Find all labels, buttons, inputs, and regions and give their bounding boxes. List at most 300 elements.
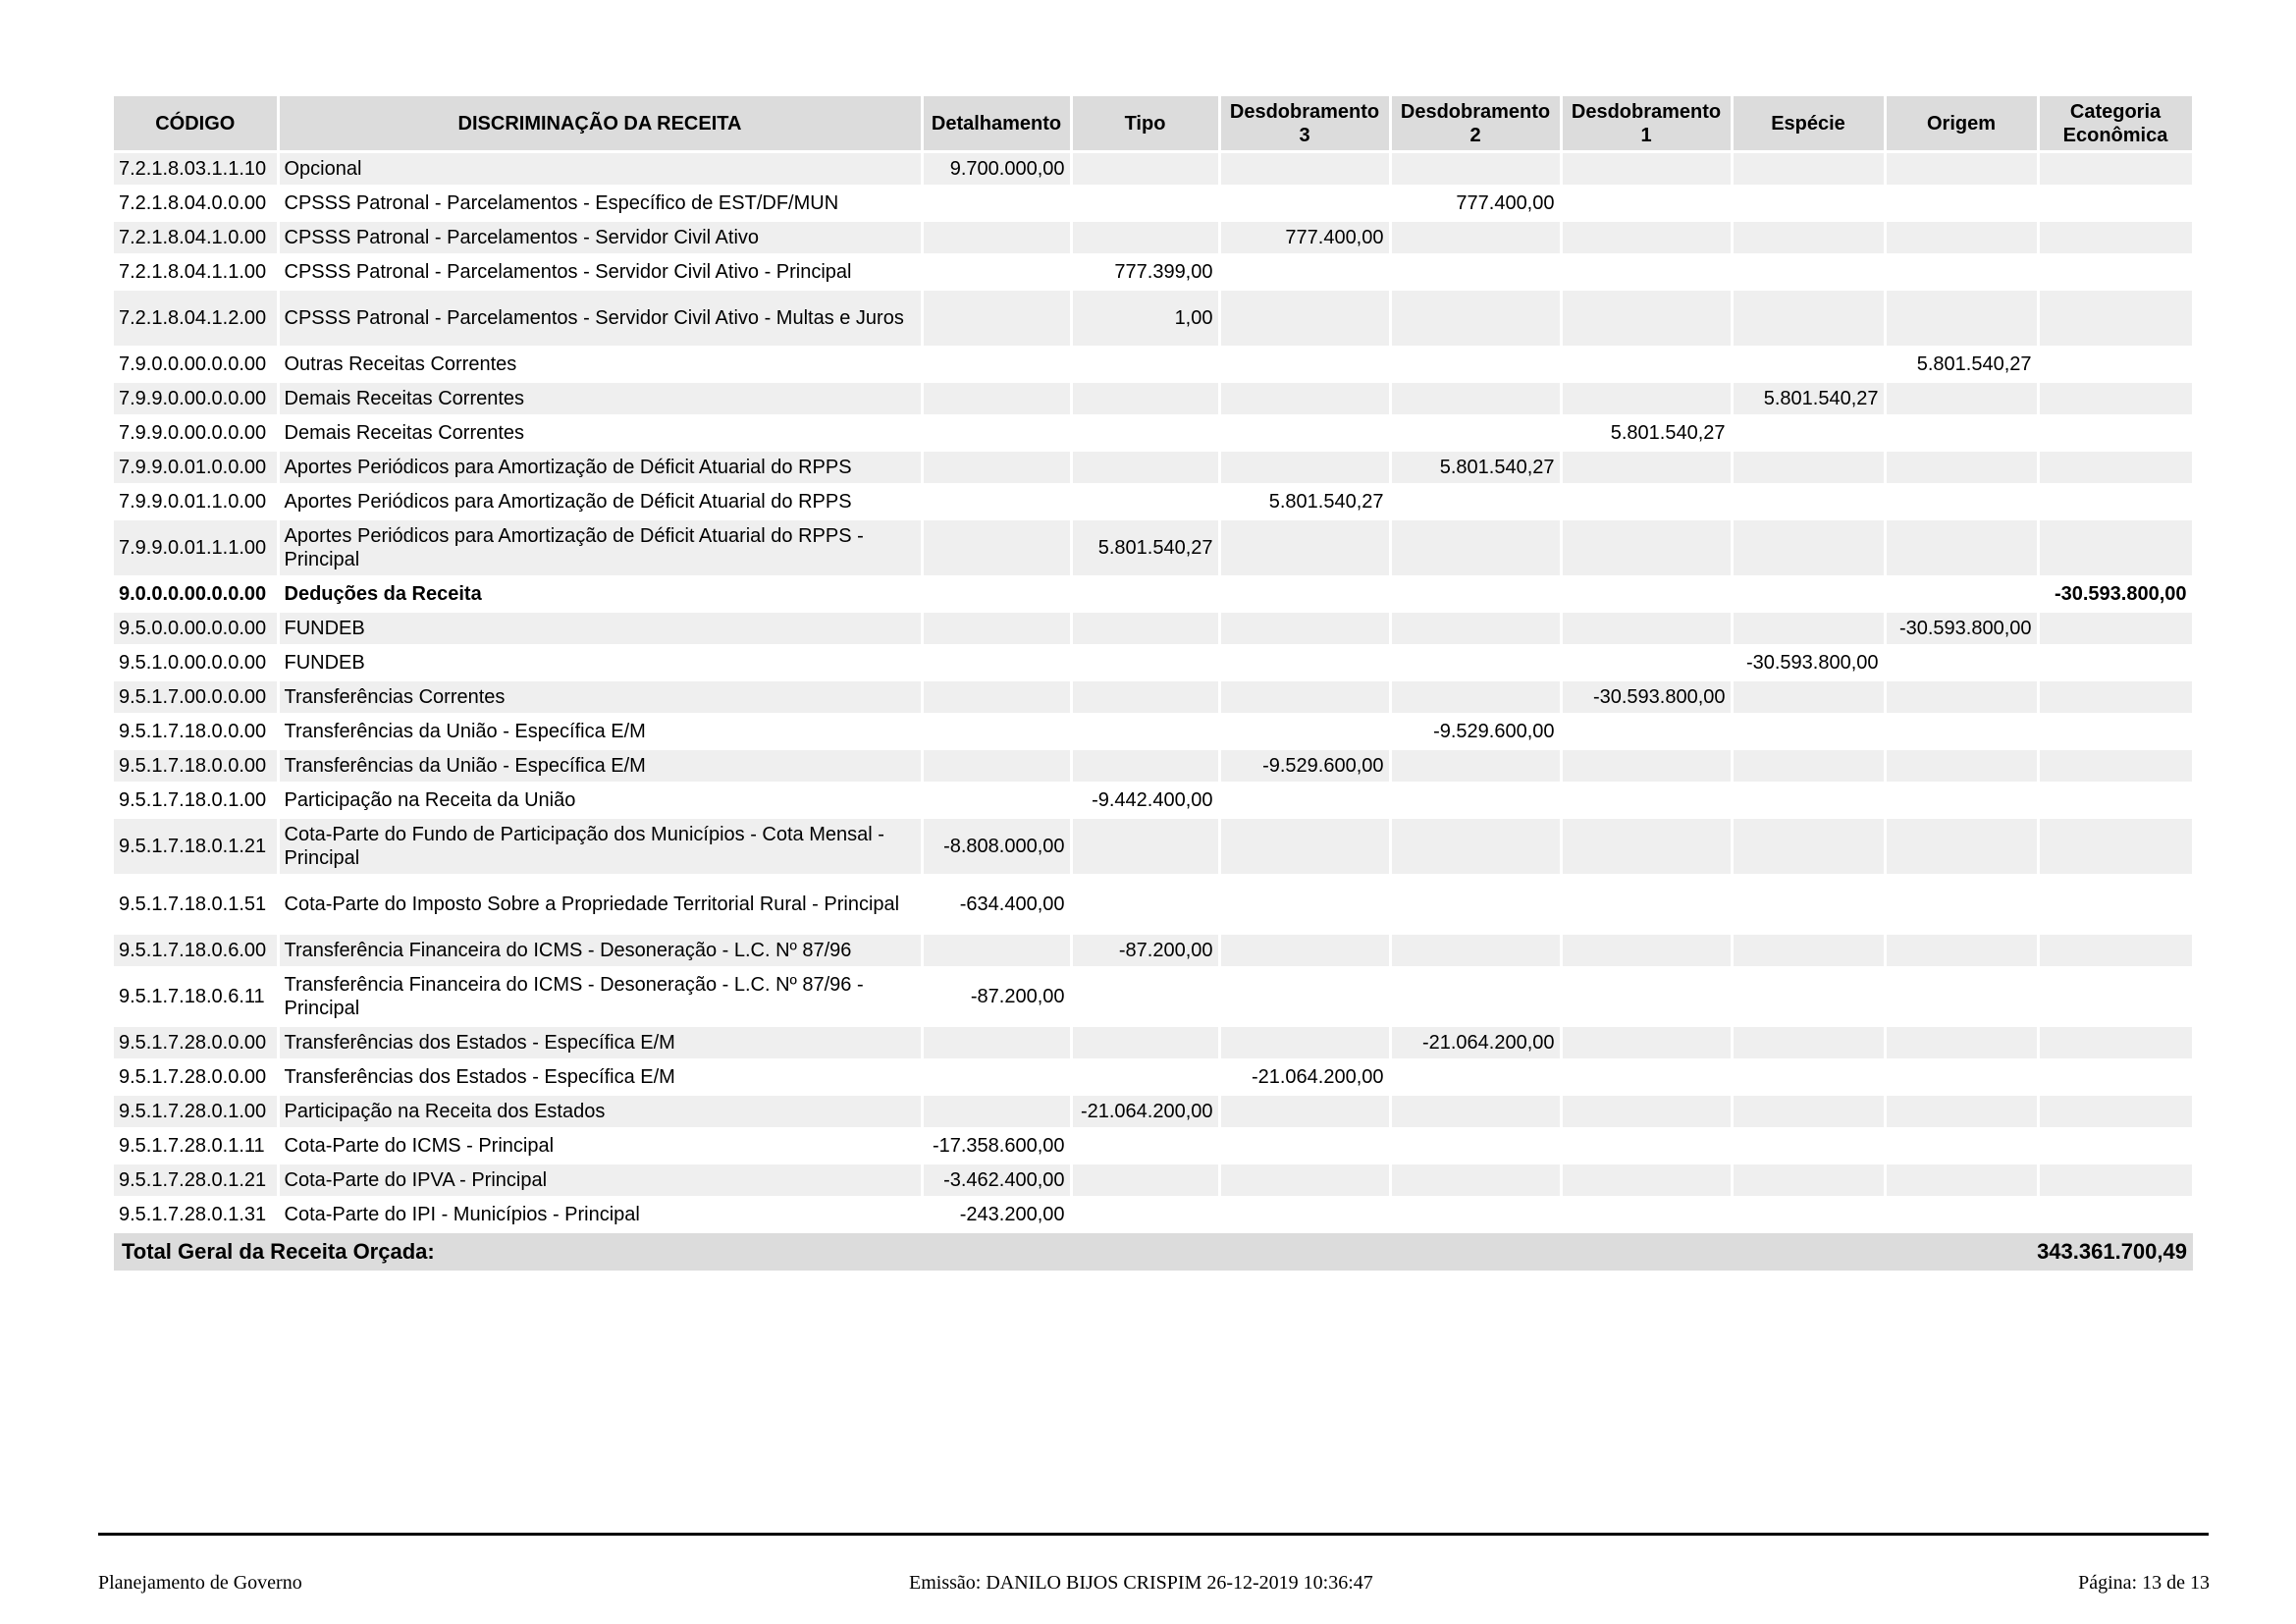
table-row xyxy=(114,934,2193,968)
table-row xyxy=(114,1198,2193,1232)
cell-amount: 9.700.000,00 xyxy=(922,152,1071,187)
column-header-codigo: CÓDIGO xyxy=(114,96,278,152)
table-row xyxy=(114,646,2193,680)
cell-codigo: 7.9.9.0.01.1.0.00 xyxy=(114,485,278,519)
cell-amount: 777.400,00 xyxy=(1390,187,1561,221)
cell-amount xyxy=(1732,485,1885,519)
cell-amount xyxy=(1390,749,1561,784)
cell-amount xyxy=(922,934,1071,968)
cell-discriminacao: Transferências da União - Específica E/M xyxy=(278,749,922,784)
cell-amount xyxy=(1561,519,1732,577)
total-value: 343.361.700,49 xyxy=(1390,1232,2193,1272)
cell-amount xyxy=(1885,1026,2038,1060)
table-row xyxy=(114,382,2193,416)
cell-amount xyxy=(1390,577,1561,612)
cell-amount xyxy=(1561,187,1732,221)
cell-amount xyxy=(2038,1198,2193,1232)
cell-amount: -17.358.600,00 xyxy=(922,1129,1071,1164)
cell-amount xyxy=(1219,680,1390,715)
cell-amount xyxy=(1071,485,1219,519)
cell-amount xyxy=(922,749,1071,784)
cell-amount xyxy=(1390,1129,1561,1164)
cell-amount xyxy=(1561,612,1732,646)
table-row xyxy=(114,1060,2193,1095)
cell-amount xyxy=(1071,348,1219,382)
cell-codigo: 9.5.1.7.18.0.0.00 xyxy=(114,715,278,749)
cell-amount xyxy=(1885,577,2038,612)
cell-amount: -243.200,00 xyxy=(922,1198,1071,1232)
cell-amount xyxy=(1885,715,2038,749)
cell-amount xyxy=(1885,1060,2038,1095)
column-header-especie: Espécie xyxy=(1732,96,1885,152)
cell-discriminacao: Cota-Parte do ICMS - Principal xyxy=(278,1129,922,1164)
cell-amount xyxy=(1071,1164,1219,1198)
total-label: Total Geral da Receita Orçada: xyxy=(114,1232,1390,1272)
table-row xyxy=(114,348,2193,382)
cell-amount: 5.801.540,27 xyxy=(1071,519,1219,577)
cell-amount xyxy=(1885,646,2038,680)
cell-amount xyxy=(1390,680,1561,715)
cell-amount xyxy=(2038,382,2193,416)
cell-amount xyxy=(1390,784,1561,818)
cell-amount xyxy=(1219,646,1390,680)
cell-discriminacao: Aportes Periódicos para Amortização de Déficit Atuarial do RPPS xyxy=(278,451,922,485)
cell-amount xyxy=(1561,485,1732,519)
cell-amount xyxy=(1732,1060,1885,1095)
cell-codigo: 9.5.1.7.18.0.1.21 xyxy=(114,818,278,876)
cell-amount xyxy=(1732,290,1885,348)
cell-amount xyxy=(1219,1164,1390,1198)
table-row xyxy=(114,680,2193,715)
cell-amount xyxy=(1732,416,1885,451)
cell-amount xyxy=(1219,818,1390,876)
cell-amount xyxy=(1885,934,2038,968)
cell-discriminacao: Transferência Financeira do ICMS - Desoneração - L.C. Nº 87/96 xyxy=(278,934,922,968)
cell-amount xyxy=(1561,382,1732,416)
cell-amount xyxy=(1071,1060,1219,1095)
cell-amount xyxy=(2038,818,2193,876)
cell-amount xyxy=(922,187,1071,221)
cell-amount xyxy=(1390,416,1561,451)
cell-amount xyxy=(1732,1129,1885,1164)
cell-amount xyxy=(1885,221,2038,255)
cell-amount xyxy=(2038,646,2193,680)
cell-amount xyxy=(1732,1095,1885,1129)
footer-page-number: Página: 13 de 13 xyxy=(2078,1572,2210,1594)
cell-amount xyxy=(1219,876,1390,934)
table-row xyxy=(114,1164,2193,1198)
cell-amount xyxy=(1071,612,1219,646)
column-header-discriminacao: DISCRIMINAÇÃO DA RECEITA xyxy=(278,96,922,152)
cell-amount xyxy=(1390,382,1561,416)
cell-amount xyxy=(1390,1095,1561,1129)
cell-amount xyxy=(1219,451,1390,485)
cell-amount xyxy=(1885,451,2038,485)
cell-codigo: 7.2.1.8.04.1.0.00 xyxy=(114,221,278,255)
cell-amount xyxy=(1561,255,1732,290)
table-row xyxy=(114,818,2193,876)
cell-amount xyxy=(1561,577,1732,612)
cell-amount xyxy=(1732,519,1885,577)
cell-amount xyxy=(1561,221,1732,255)
cell-amount xyxy=(1732,749,1885,784)
cell-amount xyxy=(1885,255,2038,290)
cell-amount xyxy=(1390,876,1561,934)
table-row xyxy=(114,519,2193,577)
footer-department: Planejamento de Governo xyxy=(98,1572,302,1594)
cell-amount xyxy=(922,784,1071,818)
cell-discriminacao: CPSSS Patronal - Parcelamentos - Específico de EST/DF/MUN xyxy=(278,187,922,221)
cell-amount xyxy=(1219,416,1390,451)
cell-amount xyxy=(1219,1095,1390,1129)
cell-codigo: 7.2.1.8.04.0.0.00 xyxy=(114,187,278,221)
cell-amount xyxy=(1561,1129,1732,1164)
footer-emission: Emissão: DANILO BIJOS CRISPIM 26-12-2019 10:36:47 xyxy=(909,1572,1373,1594)
cell-codigo: 9.0.0.0.00.0.0.00 xyxy=(114,577,278,612)
total-row xyxy=(114,1232,2193,1272)
cell-amount xyxy=(1885,680,2038,715)
cell-amount xyxy=(1732,968,1885,1026)
cell-amount xyxy=(1885,485,2038,519)
cell-amount xyxy=(1561,152,1732,187)
cell-amount xyxy=(1219,255,1390,290)
cell-amount: 5.801.540,27 xyxy=(1219,485,1390,519)
cell-amount xyxy=(1885,784,2038,818)
cell-amount xyxy=(1732,1198,1885,1232)
cell-amount xyxy=(1561,290,1732,348)
cell-codigo: 9.5.0.0.00.0.0.00 xyxy=(114,612,278,646)
cell-amount xyxy=(1390,612,1561,646)
cell-amount xyxy=(1885,187,2038,221)
cell-amount xyxy=(1390,485,1561,519)
cell-amount xyxy=(1732,818,1885,876)
table-row xyxy=(114,451,2193,485)
cell-amount xyxy=(1732,255,1885,290)
cell-codigo: 9.5.1.7.28.0.1.00 xyxy=(114,1095,278,1129)
cell-amount xyxy=(922,416,1071,451)
cell-amount xyxy=(1885,818,2038,876)
table-row xyxy=(114,876,2193,934)
cell-discriminacao: CPSSS Patronal - Parcelamentos - Servidor Civil Ativo - Multas e Juros xyxy=(278,290,922,348)
cell-codigo: 9.5.1.7.28.0.1.31 xyxy=(114,1198,278,1232)
cell-amount xyxy=(922,382,1071,416)
cell-amount xyxy=(2038,255,2193,290)
cell-amount xyxy=(922,680,1071,715)
cell-amount xyxy=(922,612,1071,646)
cell-amount xyxy=(1219,612,1390,646)
cell-amount: 5.801.540,27 xyxy=(1885,348,2038,382)
cell-amount xyxy=(1885,290,2038,348)
cell-amount xyxy=(1071,577,1219,612)
cell-codigo: 9.5.1.7.28.0.1.11 xyxy=(114,1129,278,1164)
cell-amount xyxy=(1071,451,1219,485)
cell-amount: 777.400,00 xyxy=(1219,221,1390,255)
cell-amount xyxy=(2038,1129,2193,1164)
cell-amount xyxy=(2038,451,2193,485)
cell-amount xyxy=(1219,715,1390,749)
cell-amount xyxy=(1390,519,1561,577)
cell-amount xyxy=(1732,680,1885,715)
table-row xyxy=(114,187,2193,221)
cell-discriminacao: Demais Receitas Correntes xyxy=(278,416,922,451)
cell-amount xyxy=(1561,715,1732,749)
cell-amount xyxy=(1071,818,1219,876)
cell-amount xyxy=(1885,876,2038,934)
cell-amount xyxy=(2038,485,2193,519)
cell-amount xyxy=(1561,784,1732,818)
table-row xyxy=(114,221,2193,255)
cell-amount xyxy=(1390,290,1561,348)
cell-amount xyxy=(2038,876,2193,934)
cell-amount xyxy=(2038,348,2193,382)
cell-amount xyxy=(1885,416,2038,451)
cell-amount xyxy=(1390,646,1561,680)
cell-amount: -8.808.000,00 xyxy=(922,818,1071,876)
cell-amount xyxy=(1219,784,1390,818)
cell-amount: -30.593.800,00 xyxy=(1732,646,1885,680)
cell-discriminacao: Transferências dos Estados - Específica E/M xyxy=(278,1060,922,1095)
cell-amount xyxy=(1732,221,1885,255)
table-row xyxy=(114,1095,2193,1129)
cell-codigo: 9.5.1.7.28.0.1.21 xyxy=(114,1164,278,1198)
cell-amount xyxy=(922,485,1071,519)
cell-amount xyxy=(1885,152,2038,187)
cell-codigo: 9.5.1.7.18.0.6.11 xyxy=(114,968,278,1026)
cell-codigo: 7.9.9.0.01.1.1.00 xyxy=(114,519,278,577)
cell-codigo: 7.9.9.0.00.0.0.00 xyxy=(114,382,278,416)
cell-discriminacao: Participação na Receita da União xyxy=(278,784,922,818)
cell-amount: -30.593.800,00 xyxy=(1561,680,1732,715)
cell-amount xyxy=(1885,519,2038,577)
cell-amount xyxy=(1885,1164,2038,1198)
cell-amount: -21.064.200,00 xyxy=(1071,1095,1219,1129)
cell-amount xyxy=(1390,348,1561,382)
cell-codigo: 7.2.1.8.03.1.1.10 xyxy=(114,152,278,187)
cell-amount xyxy=(1219,1129,1390,1164)
cell-amount xyxy=(922,715,1071,749)
cell-codigo: 9.5.1.7.18.0.1.51 xyxy=(114,876,278,934)
cell-amount: 5.801.540,27 xyxy=(1732,382,1885,416)
cell-amount xyxy=(1071,968,1219,1026)
cell-amount xyxy=(1561,646,1732,680)
footer-divider xyxy=(98,1533,2209,1536)
cell-amount xyxy=(922,1060,1071,1095)
cell-amount xyxy=(1561,1164,1732,1198)
cell-amount xyxy=(2038,934,2193,968)
cell-amount xyxy=(922,221,1071,255)
cell-amount xyxy=(1219,187,1390,221)
cell-amount xyxy=(1071,187,1219,221)
cell-amount xyxy=(2038,784,2193,818)
cell-discriminacao: Deduções da Receita xyxy=(278,577,922,612)
cell-amount xyxy=(1390,221,1561,255)
revenue-table xyxy=(114,96,2195,1271)
cell-amount xyxy=(1071,382,1219,416)
cell-amount xyxy=(1219,152,1390,187)
cell-amount xyxy=(2038,187,2193,221)
cell-codigo: 7.9.9.0.01.0.0.00 xyxy=(114,451,278,485)
cell-amount xyxy=(1561,818,1732,876)
cell-amount xyxy=(1071,1198,1219,1232)
table-body xyxy=(114,152,2193,1232)
cell-discriminacao: Cota-Parte do IPVA - Principal xyxy=(278,1164,922,1198)
cell-codigo: 9.5.1.7.28.0.0.00 xyxy=(114,1060,278,1095)
cell-discriminacao: Transferências da União - Específica E/M xyxy=(278,715,922,749)
cell-amount xyxy=(922,348,1071,382)
table-row xyxy=(114,784,2193,818)
cell-codigo: 9.5.1.7.18.0.0.00 xyxy=(114,749,278,784)
table-row xyxy=(114,749,2193,784)
cell-amount xyxy=(1071,715,1219,749)
cell-amount xyxy=(1561,451,1732,485)
cell-discriminacao: Opcional xyxy=(278,152,922,187)
cell-amount xyxy=(1561,1198,1732,1232)
cell-amount xyxy=(1885,382,2038,416)
table-row xyxy=(114,485,2193,519)
cell-codigo: 9.5.1.7.18.0.1.00 xyxy=(114,784,278,818)
cell-amount xyxy=(1390,152,1561,187)
table-row xyxy=(114,1026,2193,1060)
table-row xyxy=(114,968,2193,1026)
cell-amount xyxy=(1071,680,1219,715)
cell-amount xyxy=(1885,749,2038,784)
cell-amount xyxy=(1219,934,1390,968)
cell-amount: -21.064.200,00 xyxy=(1390,1026,1561,1060)
cell-codigo: 7.2.1.8.04.1.1.00 xyxy=(114,255,278,290)
column-header-tipo: Tipo xyxy=(1071,96,1219,152)
cell-amount xyxy=(2038,749,2193,784)
cell-amount xyxy=(1071,1129,1219,1164)
cell-discriminacao: Demais Receitas Correntes xyxy=(278,382,922,416)
table-row xyxy=(114,290,2193,348)
cell-codigo: 9.5.1.7.00.0.0.00 xyxy=(114,680,278,715)
cell-amount xyxy=(1732,934,1885,968)
cell-amount xyxy=(2038,1060,2193,1095)
cell-amount xyxy=(1732,1164,1885,1198)
cell-amount: -9.529.600,00 xyxy=(1219,749,1390,784)
cell-codigo: 9.5.1.0.00.0.0.00 xyxy=(114,646,278,680)
cell-amount xyxy=(2038,715,2193,749)
cell-amount xyxy=(922,451,1071,485)
cell-discriminacao: CPSSS Patronal - Parcelamentos - Servidor Civil Ativo xyxy=(278,221,922,255)
cell-amount xyxy=(1071,152,1219,187)
cell-discriminacao: Participação na Receita dos Estados xyxy=(278,1095,922,1129)
column-header-desdobramento-3: Desdobramento 3 xyxy=(1219,96,1390,152)
cell-amount xyxy=(2038,152,2193,187)
cell-amount xyxy=(1561,934,1732,968)
cell-discriminacao: Aportes Periódicos para Amortização de Déficit Atuarial do RPPS - Principal xyxy=(278,519,922,577)
cell-discriminacao: FUNDEB xyxy=(278,646,922,680)
cell-amount xyxy=(1071,646,1219,680)
cell-discriminacao: Outras Receitas Correntes xyxy=(278,348,922,382)
table-row xyxy=(114,715,2193,749)
cell-amount xyxy=(1732,152,1885,187)
cell-amount xyxy=(1219,290,1390,348)
cell-amount xyxy=(2038,612,2193,646)
cell-amount xyxy=(1219,1198,1390,1232)
cell-amount xyxy=(922,577,1071,612)
cell-discriminacao: Transferência Financeira do ICMS - Desoneração - L.C. Nº 87/96 - Principal xyxy=(278,968,922,1026)
cell-amount xyxy=(1561,876,1732,934)
cell-amount xyxy=(1561,348,1732,382)
cell-amount xyxy=(1219,968,1390,1026)
table-row xyxy=(114,612,2193,646)
cell-discriminacao: CPSSS Patronal - Parcelamentos - Servidor Civil Ativo - Principal xyxy=(278,255,922,290)
cell-codigo: 7.9.9.0.00.0.0.00 xyxy=(114,416,278,451)
cell-codigo: 7.9.0.0.00.0.0.00 xyxy=(114,348,278,382)
cell-amount xyxy=(922,646,1071,680)
cell-amount: -87.200,00 xyxy=(1071,934,1219,968)
cell-amount: 777.399,00 xyxy=(1071,255,1219,290)
cell-amount xyxy=(1071,749,1219,784)
cell-amount xyxy=(1885,968,2038,1026)
cell-amount xyxy=(2038,221,2193,255)
cell-amount: 5.801.540,27 xyxy=(1561,416,1732,451)
cell-amount xyxy=(922,519,1071,577)
column-header-categoria-economica: Categoria Econômica xyxy=(2038,96,2193,152)
cell-amount xyxy=(2038,290,2193,348)
cell-amount xyxy=(2038,1164,2193,1198)
cell-amount xyxy=(1071,876,1219,934)
cell-amount xyxy=(1390,968,1561,1026)
cell-amount xyxy=(1732,187,1885,221)
cell-codigo: 9.5.1.7.28.0.0.00 xyxy=(114,1026,278,1060)
cell-amount xyxy=(1219,348,1390,382)
cell-amount xyxy=(1219,382,1390,416)
cell-amount xyxy=(1561,1026,1732,1060)
cell-amount: -9.442.400,00 xyxy=(1071,784,1219,818)
cell-amount xyxy=(1732,784,1885,818)
cell-amount xyxy=(1732,612,1885,646)
cell-amount xyxy=(1732,451,1885,485)
cell-amount xyxy=(1885,1095,2038,1129)
column-header-origem: Origem xyxy=(1885,96,2038,152)
cell-amount: -9.529.600,00 xyxy=(1390,715,1561,749)
cell-amount xyxy=(1732,1026,1885,1060)
cell-discriminacao: Cota-Parte do Fundo de Participação dos Municípios - Cota Mensal - Principal xyxy=(278,818,922,876)
cell-amount: -634.400,00 xyxy=(922,876,1071,934)
cell-discriminacao: Cota-Parte do Imposto Sobre a Propriedade Territorial Rural - Principal xyxy=(278,876,922,934)
cell-codigo: 7.2.1.8.04.1.2.00 xyxy=(114,290,278,348)
cell-amount xyxy=(1390,1198,1561,1232)
cell-amount xyxy=(1390,255,1561,290)
cell-amount xyxy=(1390,1164,1561,1198)
cell-codigo: 9.5.1.7.18.0.6.00 xyxy=(114,934,278,968)
table-header-row xyxy=(114,96,2193,152)
cell-amount xyxy=(1390,818,1561,876)
cell-amount: 1,00 xyxy=(1071,290,1219,348)
column-header-desdobramento-1: Desdobramento 1 xyxy=(1561,96,1732,152)
table-row xyxy=(114,416,2193,451)
cell-amount xyxy=(1219,577,1390,612)
cell-amount xyxy=(1561,968,1732,1026)
cell-amount xyxy=(1390,934,1561,968)
cell-amount xyxy=(922,1026,1071,1060)
cell-amount xyxy=(2038,416,2193,451)
cell-amount xyxy=(1732,348,1885,382)
cell-amount xyxy=(1071,416,1219,451)
cell-amount xyxy=(1071,221,1219,255)
table-row xyxy=(114,152,2193,187)
cell-discriminacao: Transferências dos Estados - Específica E/M xyxy=(278,1026,922,1060)
cell-amount xyxy=(922,1095,1071,1129)
cell-amount xyxy=(1071,1026,1219,1060)
cell-amount: -21.064.200,00 xyxy=(1219,1060,1390,1095)
cell-amount xyxy=(1390,1060,1561,1095)
cell-discriminacao: Transferências Correntes xyxy=(278,680,922,715)
cell-amount xyxy=(1561,749,1732,784)
cell-amount xyxy=(1561,1060,1732,1095)
